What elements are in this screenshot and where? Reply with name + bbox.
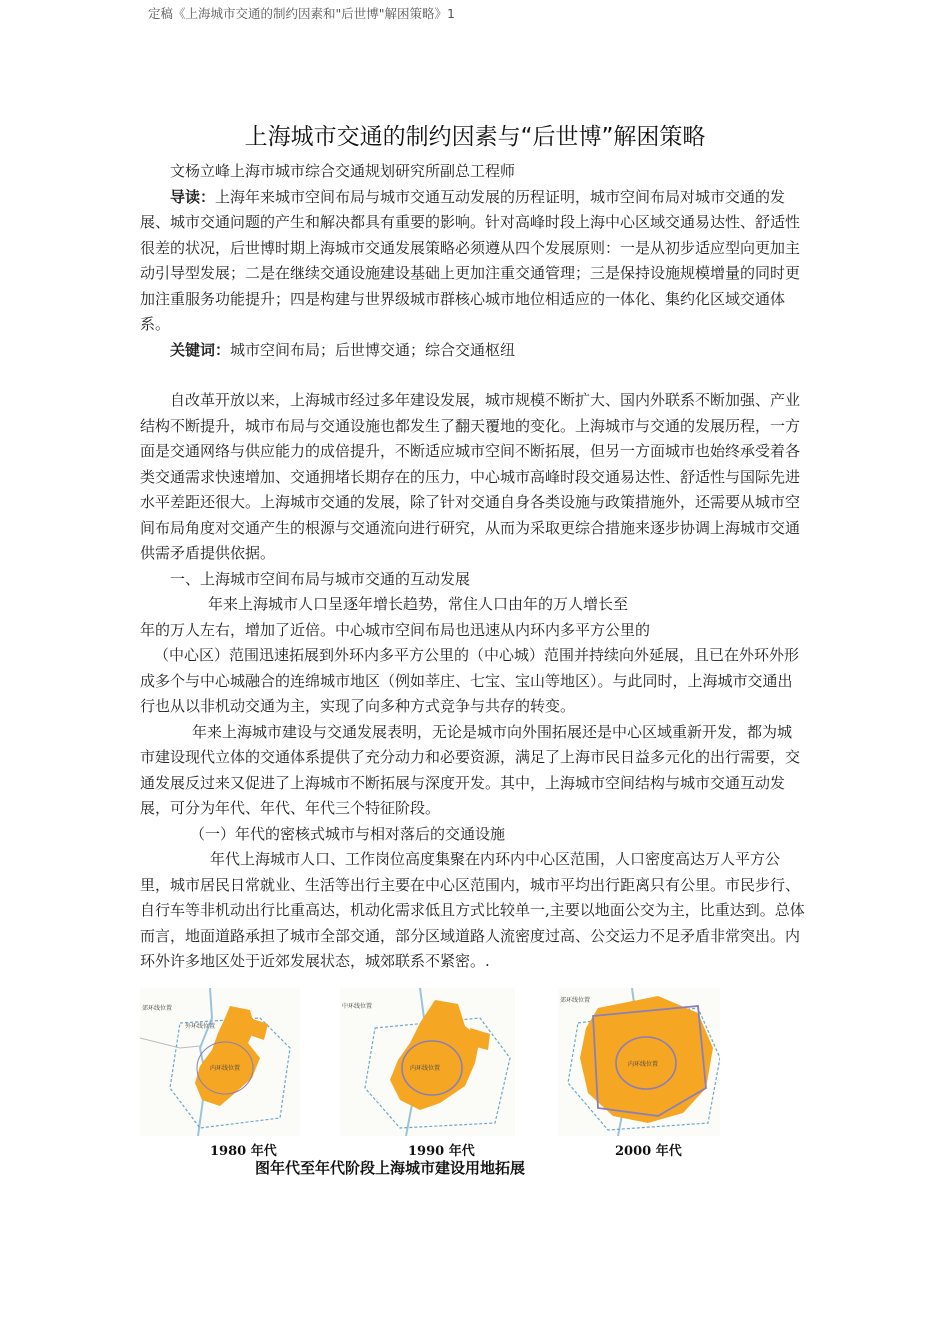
paragraph-3: 年来上海城市建设与交通发展表明，无论是城市向外围拓展还是中心区域重新开发，都为城市建设现代立体的交通体系提供了充分动力和必要资源，满足了上海市民日益多元化的出行需要，交通发展反过来又促进了上海城市不断拓展与深度开发。其中，上海城市空间结构与城市交通互动发展，可分为年代、年代、年代三个特征阶段。 <box>140 722 801 817</box>
article-body <box>140 159 805 975</box>
urban-expansion-figure <box>140 988 720 1158</box>
map-2000s-label-b: 内环线位置 <box>628 1061 659 1068</box>
map-1980s <box>140 988 300 1136</box>
paragraph-4: 年代上海城市人口、工作岗位高度集聚在内环内中心区范围，人口密度高达万人平方公里，城市居民日常就业、生活等出行主要在中心区范围内，城市平均出行距离只有公里。市民步行、自行车等非机动出行比重高达，机动化需求低且方式比较单一,主要以地面公交为主，比重达到。总体而言，地面道路承担了城市全部交通，部分区域道路人流密度过高、公交运力不足矛盾非常突出。内环外许多地区处于近郊发展状态，城郊联系不紧密。. <box>140 850 805 970</box>
map-1990s <box>340 988 515 1136</box>
map-1980s-label-b: 外环线位置 <box>185 1023 216 1030</box>
map-1990s-label-b: 内环线位置 <box>410 1065 441 1072</box>
keywords-text: 城市空间布局；后世博交通；综合交通枢纽 <box>230 340 516 359</box>
abstract-text: 上海年来城市空间布局与城市交通互动发展的历程证明，城市空间布局对城市交通的发展、城市交通问题的产生和解决都具有重要的影响。针对高峰时段上海中心区域交通易达性、舒适性很差的状况，后世博时期上海城市交通发展策略必须遵从四个发展原则：一是从初步适应型向更加主动引导型发展；二是在继续交通设施建设基础上更加注重交通管理；三是保持设施规模增量的同时更加注重服务功能提升；四是构建与世界级城市群核心城市地位相适应的一体化、集约化区域交通体系。 <box>140 187 801 333</box>
figure-caption: 图年代至年代阶段上海城市建设用地拓展 <box>255 1159 526 1177</box>
article-title: 上海城市交通的制约因素与“后世博”解困策略 <box>244 124 706 150</box>
map-1980s-label-c: 内环线位置 <box>210 1065 241 1072</box>
blank-line <box>140 363 805 388</box>
map-1990s-label-a: 中环线位置 <box>342 1003 373 1010</box>
abstract-label: 导读： <box>170 187 216 206</box>
map-2000s <box>558 988 720 1136</box>
paragraph-2-line-1: 年来上海城市人口呈逐年增长趋势，常住人口由年的万人增长至 <box>208 595 629 613</box>
section-heading-1: 一、上海城市空间布局与城市交通的互动发展 <box>170 569 471 588</box>
abstract <box>140 185 805 338</box>
paragraph-1: 自改革开放以来，上海城市经过多年建设发展，城市规模不断扩大、国内外联系不断加强、产业结构不断提升，城市布局与交通设施也都发生了翻天覆地的变化。上海城市与交通的发展历程，一方面是交通网络与供应能力的成倍提升，不断适应城市空间不断拓展，但另一方面城市也始终承受着各类交通需求快速增加、交通拥堵长期存在的压力，中心城市高峰时段交通易达性、舒适性与国际先进水平差距还很大。上海城市交通的发展，除了针对交通自身各类设施与政策措施外，还需要从城市空间布局角度对交通产生的根源与交通流向进行研究，从而为采取更综合措施来逐步协调上海城市交通供需矛盾提供依据。 <box>140 391 801 562</box>
section-heading-2: （一）年代的密核式城市与相对落后的交通设施 <box>190 824 506 843</box>
page-header: 定稿《上海城市交通的制约因素和"后世博"解困策略》1 <box>148 6 455 21</box>
author-line: 文杨立峰上海市城市综合交通规划研究所副总工程师 <box>170 162 516 180</box>
map-2000s-title: 2000 年代 <box>615 1144 682 1159</box>
map-1980s-title: 1980 年代 <box>210 1144 277 1159</box>
keywords-label: 关键词： <box>170 340 231 359</box>
paragraph-2-line-2: 年的万人左右，增加了近倍。中心城市空间布局也迅速从内环内多平方公里的 <box>140 620 651 639</box>
map-1980s-label-a: 郊环线位置 <box>142 1005 173 1012</box>
paragraph-2-rest: （中心区）范围迅速拓展到外环内多平方公里的（中心城）范围并持续向外延展，且已在外环外形成多个与中心城融合的连绵城市地区（例如莘庄、七宝、宝山等地区）。与此同时，上海城市交通出行也从以非机动交通为主，实现了向多种方式竞争与共存的转变。 <box>140 646 800 715</box>
map-2000s-label-a: 郊环线位置 <box>560 997 591 1004</box>
keywords <box>140 338 805 364</box>
map-1990s-title: 1990 年代 <box>408 1144 475 1159</box>
